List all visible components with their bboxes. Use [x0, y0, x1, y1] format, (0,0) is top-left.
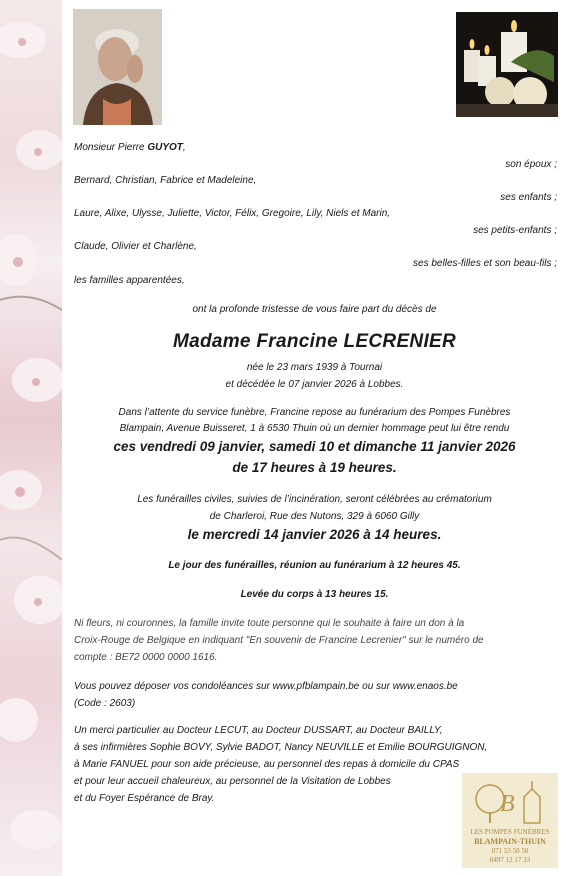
blossom-side-image	[0, 0, 62, 876]
meeting-info: Le jour des funérailles, réunion au funérarium à 12 heures 45.	[168, 560, 461, 571]
cherry-blossom-icon	[0, 0, 62, 876]
logo-phone-2: 0497 12 17 33	[489, 856, 531, 864]
thanks-line-2: à ses infirmières Sophie BOVY, Sylvie BADOT, Nancy NEUVILLE et Emilie BOURGUIGNON,	[74, 742, 488, 753]
family-line-1-surname: GUYOT	[147, 142, 183, 153]
family-role-4: ses belles-filles et son beau-fils ;	[413, 258, 557, 269]
thanks-line-1: Un merci particulier au Docteur LECUT, au Docteur DUSSART, au Docteur BAILLY,	[74, 725, 443, 736]
portrait-icon	[73, 9, 162, 125]
visitation-line-2: Blampain, Avenue Buisseret, 1 à 6530 Thuin où un dernier hommage peut lui être rendu	[119, 423, 510, 434]
family-line-2: Bernard, Christian, Fabrice et Madeleine,	[74, 175, 257, 186]
family-role-2: ses enfants ;	[500, 192, 557, 203]
family-role-3: ses petits-enfants ;	[473, 225, 557, 236]
visitation-hours: de 17 heures à 19 heures.	[232, 460, 397, 475]
logo-phone-1: 071 53 50 50	[491, 847, 529, 855]
funeral-line-2: de Charleroi, Rue des Nutons, 329 à 6060 Gilly	[209, 511, 420, 522]
flowers-line-2: Croix-Rouge de Belgique en indiquant "En souvenir de Francine Lecrenier" sur le numéro de	[74, 635, 484, 646]
flowers-line-1: Ni fleurs, ni couronnes, la famille invite toute personne qui le souhaite à faire un don à la	[74, 618, 465, 629]
family-line-3: Laure, Alixe, Ulysse, Juliette, Victor, Félix, Gregoire, Lily, Niels et Marin,	[74, 208, 391, 219]
visitation-line-1: Dans l’attente du service funèbre, Francine repose au funérarium des Pompes Funèbres	[118, 407, 511, 418]
flowers-line-3: compte : BE72 0000 0000 1616.	[74, 652, 218, 663]
tree-church-icon	[462, 777, 558, 827]
family-line-5: les familles apparentées,	[74, 275, 185, 286]
logo-line-2: BLAMPAIN-THUIN	[474, 837, 546, 846]
family-line-1	[74, 141, 186, 154]
birth-info: née le 23 mars 1939 à Tournai	[246, 362, 383, 373]
deceased-name: Madame Francine LECRENIER	[172, 331, 457, 352]
levee-info: Levée du corps à 13 heures 15.	[240, 589, 389, 600]
portrait-photo	[73, 9, 162, 125]
candles-roses-icon	[456, 12, 558, 117]
death-info: et décédée le 07 janvier 2026 à Lobbes.	[225, 379, 404, 390]
family-line-4: Claude, Olivier et Charlène,	[74, 241, 197, 252]
funeral-date: le mercredi 14 janvier 2026 à 14 heures.	[187, 527, 442, 542]
funeral-line-1: Les funérailles civiles, suivies de l’incinération, seront célébrées au crématorium	[137, 494, 492, 505]
candles-photo	[456, 12, 558, 117]
logo-line-1: LES POMPES FUNÈBRES	[470, 828, 550, 836]
visitation-days: ces vendredi 09 janvier, samedi 10 et dimanche 11 janvier 2026	[113, 439, 516, 454]
condolences-line-1: Vous pouvez déposer vos condoléances sur www.pfblampain.be ou sur www.enaos.be	[74, 681, 458, 692]
thanks-line-5: et du Foyer Espérance de Bray.	[74, 793, 215, 804]
condolences-line-2: (Code : 2603)	[74, 698, 136, 709]
funeral-home-logo	[462, 773, 558, 868]
thanks-line-4: et pour leur accueil chaleureux, au personnel de la Visitation de Lobbes	[74, 776, 391, 787]
thanks-line-3: à Marie FANUEL pour son aide précieuse, au personnel des repas à domicile du CPAS	[74, 759, 460, 770]
family-line-1-prefix: Monsieur Pierre	[74, 142, 148, 153]
family-role-1: son époux ;	[505, 159, 557, 170]
svg-text:B: B	[500, 791, 515, 817]
announcement-text: ont la profonde tristesse de vous faire part du décès de	[192, 304, 437, 315]
family-line-1-suffix: ,	[182, 142, 186, 153]
